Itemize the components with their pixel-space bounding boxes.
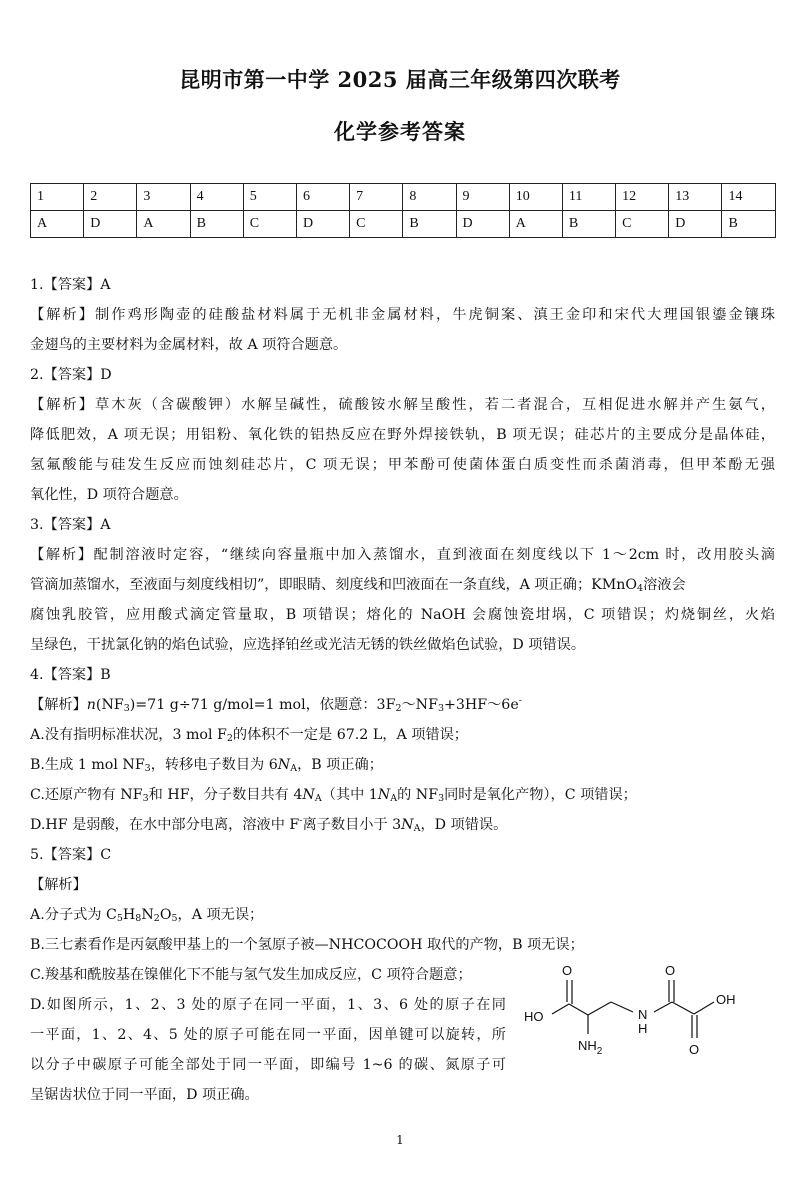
subscript: 5 [116,913,123,924]
q1-analysis-line: 【解析】制作鸡形陶壶的硅酸盐材料属于无机非金属材料，牛虎铜案、滇王金印和宋代大理国银鎏金镶珠 [30,307,775,323]
text-run: （其中 1 [321,787,378,803]
q5-option-b: B.三七素看作是丙氨酸甲基上的一个氢原子被—NHCOCOOH 取代的产物，B 项无误； [30,937,584,953]
atom-label: N [638,1007,648,1022]
answer-body [30,270,775,960]
text-run: O [159,907,172,923]
q4-option-a [30,720,775,750]
answer-table-number-row [31,184,776,211]
atom-label-subscript: 2 [596,1046,603,1057]
table-cell-answer: B [722,211,775,238]
text-run: D.HF 是弱酸，在水中部分电离，溶液中 F [30,817,300,833]
table-cell-number: 4 [190,184,243,211]
table-cell-number: 8 [403,184,456,211]
subscript: A [290,763,298,774]
text-run: A.分子式为 C [30,907,117,923]
table-cell-number: 5 [243,184,296,211]
table-cell-number: 14 [722,184,775,211]
q5-option-d-line: 一平面，1、2、4、5 处的原子可能在同一平面，因单键可以旋转，所 [30,1027,506,1043]
atom-label: O [562,963,573,978]
q5-option-d-line: 呈锯齿状位于同一平面，D 项正确。 [30,1087,259,1103]
answer-table [30,183,776,238]
q1-answer: 1.【答案】A [30,277,111,293]
table-cell-answer: B [562,211,615,238]
atom-label: OH [716,992,736,1007]
atom-label: O [689,1042,700,1057]
italic-n: N [401,817,414,833]
table-cell-answer: C [616,211,669,238]
q2-analysis-line: 【解析】草木灰（含碳酸钾）水解呈碱性，硫酸铵水解呈酸性，若二者混合，互相促进水解并产生氨气， [30,397,775,413]
italic-n: n [86,697,96,713]
subscript: 8 [135,913,142,924]
atom-label: HO [524,1009,544,1024]
subscript: A [413,823,421,834]
table-cell-answer: D [84,211,137,238]
q5-analysis-heading: 【解析】 [30,877,87,893]
q2-analysis-line: 氢氟酸能与硅发生反应而蚀刻硅芯片，C 项无误；甲苯酚可使菌体蛋白质变性而杀菌消毒，但甲苯酚无强 [30,457,775,473]
q5-left-column [30,960,506,1110]
text-run: 同时是氧化产物），C 项错误； [444,787,637,803]
table-cell-number: 12 [616,184,669,211]
text-run: N [141,907,154,923]
q5-answer: 5.【答案】C [30,847,112,863]
q5-option-c: C.羧基和酰胺基在镍催化下不能与氢气发生加成反应，C 项符合题意； [30,967,472,983]
page-number: 1 [396,1133,404,1147]
q5-option-a [30,900,775,930]
italic-n: N [377,787,391,803]
atom-label: H [638,1021,648,1036]
subscript: 2 [226,733,233,744]
molecule-bonds [552,980,714,1038]
q4-analysis-line [30,690,775,720]
q5-option-d-line: D.如图所示，1、2、3 处的原子在同一平面，1、3、6 处的原子在同 [30,997,506,1013]
table-cell-number: 13 [669,184,722,211]
table-cell-answer: A [137,211,190,238]
molecule-structure [516,958,786,1068]
superscript: - [299,815,303,826]
text-run: C.还原产物有 NF [30,787,143,803]
subscript: 4 [637,583,644,594]
atom-label-nh: NH [578,1038,597,1053]
table-cell-number: 10 [509,184,562,211]
table-cell-answer: B [190,211,243,238]
table-cell-answer: D [296,211,349,238]
q4-option-c [30,780,775,810]
q4-option-d [30,810,775,840]
table-cell-number: 6 [296,184,349,211]
table-cell-answer: B [403,211,456,238]
q3-answer: 3.【答案】A [30,517,111,533]
text-run: ～NF [401,697,438,713]
q3-analysis-line: 【解析】配制溶液时定容，“继续向容量瓶中加入蒸馏水，直到液面在刻度线以下 1～2cm 时，改用胶头滴 [30,547,775,563]
text-run: H [122,907,136,923]
page-title: 昆明市第一中学 2025 届高三年级第四次联考 [179,67,621,92]
italic-n: N [302,787,315,803]
subscript: 5 [171,913,178,924]
q2-analysis-line: 降低肥效，A 项无误；用铝粉、氧化铁的铝热反应在野外焊接铁轨，B 项无误；硅芯片的主要成分是晶体硅， [30,427,775,443]
italic-n: N [277,757,291,773]
subscript: 3 [144,763,151,774]
atom-label [578,1038,603,1057]
table-cell-number: 9 [456,184,509,211]
atom-label: O [665,963,676,978]
q4-answer: 4.【答案】B [30,667,111,683]
text-run: ，转移电子数目为 6 [150,757,278,773]
table-cell-answer: D [669,211,722,238]
q2-analysis-line: 氧化性，D 项符合题意。 [30,487,188,503]
text-run: +3HF～6e [443,697,519,713]
table-cell-answer: A [31,211,84,238]
text-run: ，A 项无误； [177,907,264,923]
q3-analysis-line: 呈绿色，干扰氯化钠的焰色试验，应选择铂丝或光洁无锈的铁丝做焰色试验，D 项错误。 [30,637,586,653]
table-cell-answer: D [456,211,509,238]
subscript: 3 [123,703,130,714]
table-cell-number: 2 [84,184,137,211]
q1-analysis-line: 金翅鸟的主要材料为金属材料，故 A 项符合题意。 [30,337,348,353]
table-cell-number: 3 [137,184,190,211]
text-run: 的体积不一定是 67.2 L，A 项错误； [232,727,468,743]
table-cell-number: 11 [562,184,615,211]
text-run: 【解析】 [30,697,87,713]
text-run: A.没有指明标准状况，3 mol F [30,727,227,743]
q3-analysis-line: 腐蚀乳胶管，应用酸式滴定管量取，B 项错误；熔化的 NaOH 会腐蚀瓷坩埚，C 项错误；灼烧铜丝，火焰 [30,607,775,623]
subscript: A [390,793,398,804]
subscript: 2 [153,913,160,924]
subscript: 3 [437,703,444,714]
text-run: 和 HF，分子数目共有 4 [148,787,303,803]
text-run: (NF [95,697,124,713]
text-run: 的 NF [397,787,439,803]
page-subtitle: 化学参考答案 [334,119,466,144]
q5-option-d-line: 以分子中碳原子可能全部处于同一平面，即编号 1~6 的碳、氮原子可 [30,1057,506,1073]
table-cell-answer: C [243,211,296,238]
table-cell-number: 1 [31,184,84,211]
text-run: 管滴加蒸馏水，至液面与刻度线相切”，即眼睛、刻度线和凹液面在一条直线，A 项正确；KMnO [30,577,638,593]
text-run: ，D 项错误。 [420,817,508,833]
subscript: 3 [142,793,149,804]
text-run: )=71 g÷71 g/mol=1 mol，依题意：3F [129,697,396,713]
table-cell-answer: A [509,211,562,238]
text-run: 溶液会 [643,577,686,593]
answer-table-answer-row [31,211,776,238]
q2-answer: 2.【答案】D [30,367,112,383]
text-run: B.生成 1 mol NF [30,757,145,773]
q4-option-b [30,750,775,780]
table-cell-number: 7 [350,184,403,211]
table-cell-answer: C [350,211,403,238]
q3-analysis-line [30,570,775,600]
subscript: A [314,793,322,804]
text-run: ，B 项正确； [297,757,383,773]
superscript: - [518,695,522,706]
subscript: 2 [395,703,402,714]
text-run: 离子数目小于 3 [302,817,402,833]
subscript: 3 [438,793,445,804]
